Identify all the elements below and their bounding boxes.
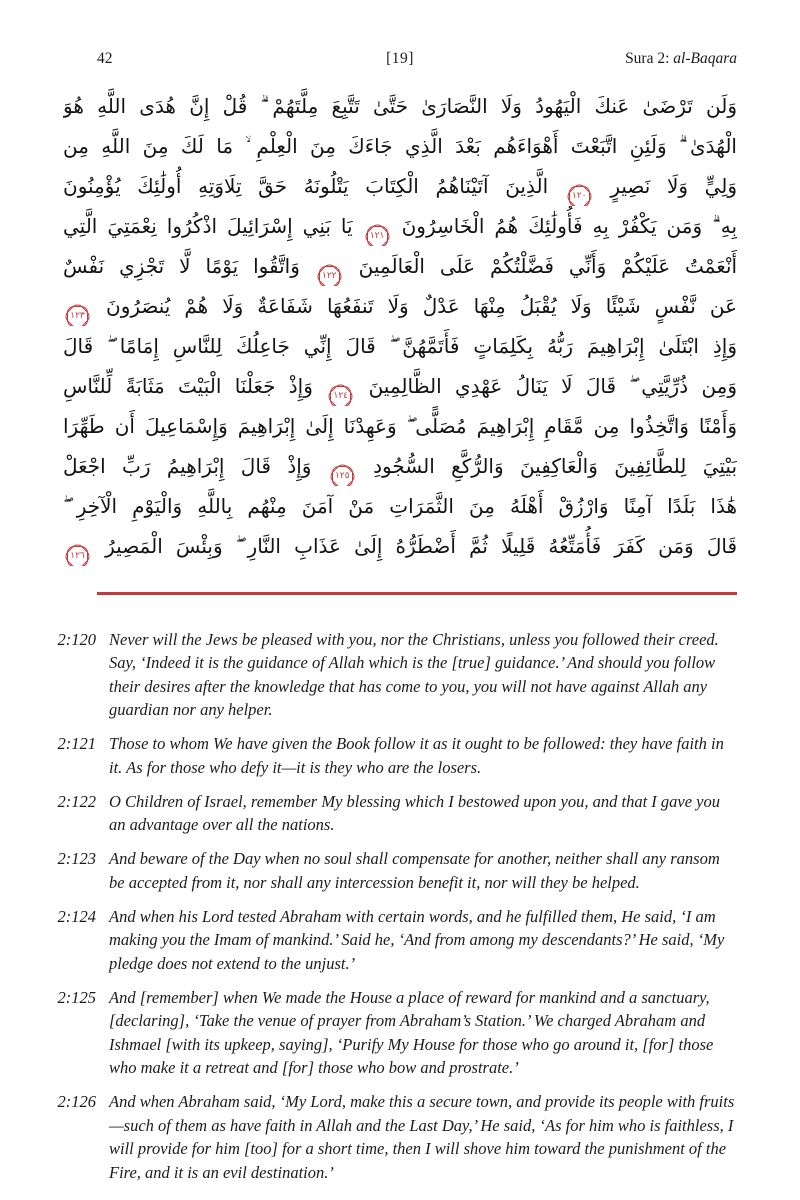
arabic-line: [63, 486, 737, 526]
translation-verse-row: [52, 847, 737, 894]
arabic-text: قَالَ وَمَن كَفَرَ فَأُمَتِّعُهُ قَلِيلًا ثُمَّ أَضْطَرُّهُ إِلَىٰ عَذَابِ النَّارِ ۖ وَبِئْسَ الْمَصِيرُ: [105, 534, 737, 558]
verse-reference: 2:120: [57, 629, 96, 649]
translation-verse-row: [52, 790, 737, 837]
verse-end-rosette-icon: [67, 546, 88, 566]
verse-number-arabic: ١٢٤: [333, 391, 348, 401]
arabic-text: وَلِيٍّ وَلَا نَصِيرٍ: [610, 174, 737, 198]
verse-reference: 2:124: [57, 906, 96, 926]
arabic-text: وَأَمْنًا وَاتَّخِذُوا مِن مَّقَامِ إِبْرَاهِيمَ مُصَلًّى ۖ وَعَهِدْنَا إِلَىٰ إِبْرَاهِيمَ وَإِسْمَاعِيلَ أَن طَهِّرَا: [63, 414, 737, 438]
arabic-text: وَلَن تَرْضَىٰ عَنكَ الْيَهُودُ وَلَا النَّصَارَىٰ حَتَّىٰ تَتَّبِعَ مِلَّتَهُمْ ۗ قُلْ إِنَّ هُدَى اللَّهِ هُوَ: [63, 94, 737, 118]
verse-number-arabic: ١٢١: [369, 231, 385, 241]
arabic-text: وَاتَّقُوا يَوْمًا لَّا تَجْزِي نَفْسٌ: [63, 254, 300, 278]
arabic-line: [63, 446, 737, 486]
verse-translation-text: Never will the Jews be pleased with you, nor the Christians, unless you followed their creed. Say, ‘Indeed it is the guidance of Allah which is the [true] guidance.’ And should you follow their desires after the knowledge that has come to you, you will not have against Allah any guardian nor any helper.: [109, 629, 719, 719]
arabic-verses-block: [63, 86, 737, 566]
arabic-text: يَا بَنِي إِسْرَائِيلَ اذْكُرُوا نِعْمَتِيَ الَّتِي: [63, 214, 353, 238]
verse-reference: 2:121: [57, 734, 96, 753]
verse-end-rosette-icon: [330, 386, 351, 406]
arabic-line: [63, 406, 737, 446]
verse-end-rosette-icon: [67, 306, 88, 326]
translation-verse-row: [52, 732, 737, 779]
sura-reference: [625, 50, 737, 68]
translation-verse-row: [52, 628, 737, 722]
verse-translation-text: O Children of Israel, remember My blessing which I bestowed upon you, and that I gave you an advantage over all the nations.: [109, 791, 721, 834]
arabic-text: عَن نَّفْسٍ شَيْئًا وَلَا يُقْبَلُ مِنْهَا عَدْلٌ وَلَا تَنفَعُهَا شَفَاعَةٌ وَلَا هُمْ يُنصَرُونَ: [106, 294, 737, 318]
arabic-line: [63, 526, 737, 566]
arabic-line: [63, 246, 737, 286]
verse-translation-text: Those to whom We have given the Book follow it as it ought to be followed: they have faith in it. As for those who defy it—it is they who are the losers.: [109, 734, 724, 777]
arabic-text: هَٰذَا بَلَدًا آمِنًا وَارْزُقْ أَهْلَهُ مِنَ الثَّمَرَاتِ مَنْ آمَنَ مِنْهُم بِاللَّهِ وَالْيَوْمِ الْآخِرِ ۖ: [63, 494, 737, 518]
verse-reference: 2:123: [57, 849, 96, 868]
arabic-text: أَنْعَمْتُ عَلَيْكُمْ وَأَنِّي فَضَّلْتُكُمْ عَلَى الْعَالَمِينَ: [358, 254, 737, 278]
verse-translation-text: And when his Lord tested Abraham with certain words, and he fulfilled them, He said, ‘I am making you the Imam of mankind.’ Said he, ‘And from among my descendants?’ He said, ‘My pledge does not extend to the unjust.’: [109, 906, 725, 973]
verse-number-arabic: ١٢٣: [70, 311, 85, 321]
arabic-line: [63, 126, 737, 166]
sura-name: al-Baqara: [673, 50, 737, 67]
verse-reference: 2:125: [57, 987, 96, 1007]
page-number: 42: [97, 50, 113, 67]
verse-number-arabic: ١٢٠: [572, 191, 587, 201]
arabic-text: الْهُدَىٰ ۗ وَلَئِنِ اتَّبَعْتَ أَهْوَاءَهُم بَعْدَ الَّذِي جَاءَكَ مِنَ الْعِلْمِ ۙ مَا لَكَ مِنَ اللَّهِ مِن: [63, 134, 737, 158]
arabic-text: وَإِذْ قَالَ إِبْرَاهِيمُ رَبِّ اجْعَلْ: [63, 454, 312, 478]
translation-verse-row: [52, 1090, 737, 1184]
section-divider: [97, 592, 737, 595]
arabic-text: وَمِن ذُرِّيَّتِي ۖ قَالَ لَا يَنَالُ عَهْدِي الظَّالِمِينَ: [368, 374, 737, 398]
verse-end-rosette-icon: [367, 226, 388, 246]
folio-number: [19]: [386, 50, 414, 67]
translation-block: [52, 628, 737, 1185]
running-header: [63, 50, 737, 70]
arabic-line: [63, 286, 737, 326]
verse-translation-text: And beware of the Day when no soul shall compensate for another, neither shall any ransom be accepted from it, nor shall any intercession benefit it, nor will they be helped.: [109, 849, 720, 892]
verse-end-rosette-icon: [569, 186, 590, 206]
verse-translation-text: And when Abraham said, ‘My Lord, make this a secure town, and provide its people with fruits—such of them as have faith in Allah and the Last Day,’ He said, ‘As for him who is faithless, I will provide for him [too] for a short time, then I will shove him toward the punishment of the Fire, and it is an evil destination.’: [109, 1092, 735, 1182]
arabic-text: وَإِذْ جَعَلْنَا الْبَيْتَ مَثَابَةً لِّلنَّاسِ: [63, 374, 313, 398]
verse-reference: 2:126: [57, 1092, 96, 1111]
arabic-line: [63, 206, 737, 246]
translation-verse-row: [52, 905, 737, 976]
verse-end-rosette-icon: [319, 266, 340, 286]
arabic-text: بَيْتِيَ لِلطَّائِفِينَ وَالْعَاكِفِينَ وَالرُّكَّعِ السُّجُودِ: [373, 454, 737, 478]
arabic-text: الَّذِينَ آتَيْنَاهُمُ الْكِتَابَ يَتْلُونَهُ حَقَّ تِلَاوَتِهِ أُولَٰئِكَ يُؤْمِنُونَ: [63, 174, 549, 198]
verse-translation-text: And [remember] when We made the House a place of reward for mankind and a sanctuary, [declaring], ‘Take the venue of prayer from Abraham’s Station.’ We charged Abraham and Ishmael [with its upkeep, saying], ‘Purify My House for those who go around it, [for] those who make it a retreat and [for] those who bow and prostrate.’: [109, 987, 714, 1077]
arabic-line: [63, 366, 737, 406]
translation-verse-row: [52, 986, 737, 1080]
arabic-line: [63, 166, 737, 206]
arabic-line: [63, 86, 737, 126]
verse-end-rosette-icon: [332, 466, 353, 486]
verse-number-arabic: ١٢٦: [70, 551, 85, 561]
verse-reference: 2:122: [57, 791, 96, 811]
arabic-line: [63, 326, 737, 366]
verse-number-arabic: ١٢٥: [335, 471, 350, 481]
sura-prefix: Sura 2:: [625, 50, 674, 67]
verse-number-arabic: ١٢٢: [322, 271, 337, 281]
arabic-text: وَإِذِ ابْتَلَىٰ إِبْرَاهِيمَ رَبُّهُ بِكَلِمَاتٍ فَأَتَمَّهُنَّ ۖ قَالَ إِنِّي جَاعِلُكَ لِلنَّاسِ إِمَامًا ۖ قَالَ: [63, 334, 737, 358]
arabic-text: بِهِ ۗ وَمَن يَكْفُرْ بِهِ فَأُولَٰئِكَ هُمُ الْخَاسِرُونَ: [401, 214, 737, 238]
